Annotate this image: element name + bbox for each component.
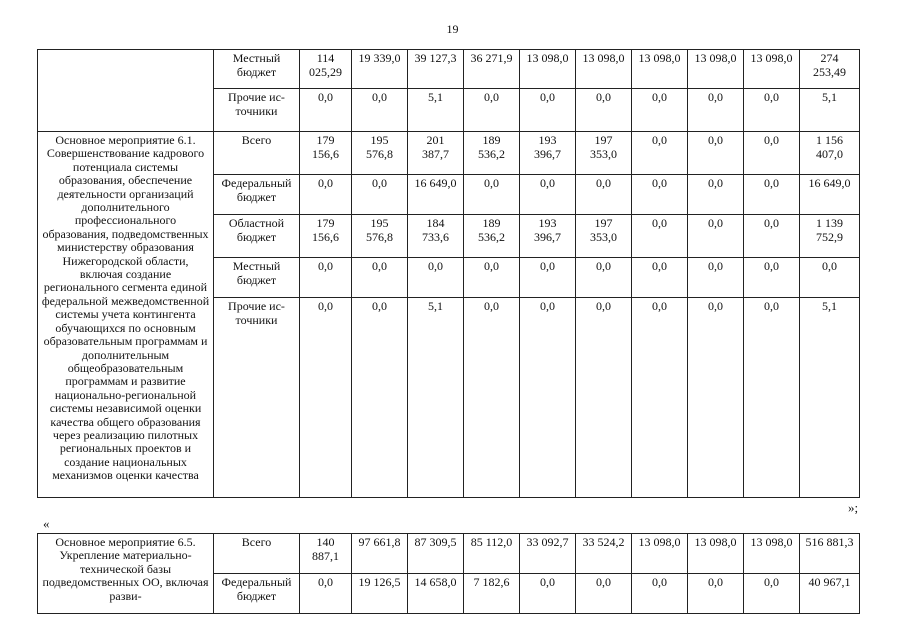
value-cell: 179 156,6	[300, 215, 352, 258]
value-cell: 0,0	[744, 298, 800, 498]
value-cell: 0,0	[576, 89, 632, 132]
value-cell: 0,0	[744, 574, 800, 614]
value-cell: 0,0	[576, 298, 632, 498]
opening-quote-mark: «	[43, 516, 50, 531]
value-cell: 0,0	[688, 298, 744, 498]
value-cell: 0,0	[744, 215, 800, 258]
table-row	[38, 132, 860, 175]
value-cell: 193 396,7	[520, 132, 576, 175]
value-cell: 5,1	[408, 298, 464, 498]
value-cell: 0,0	[520, 89, 576, 132]
value-cell: 0,0	[300, 298, 352, 498]
value-cell: 179 156,6	[300, 132, 352, 175]
funding-table-lower	[37, 533, 860, 614]
value-cell: 0,0	[408, 258, 464, 298]
value-cell: 0,0	[300, 175, 352, 215]
value-cell: 13 098,0	[744, 534, 800, 574]
value-cell: 0,0	[632, 258, 688, 298]
value-cell: 0,0	[744, 132, 800, 175]
value-cell: 0,0	[520, 258, 576, 298]
value-cell: 36 271,9	[464, 50, 520, 89]
value-cell: 0,0	[744, 258, 800, 298]
value-cell: 85 112,0	[464, 534, 520, 574]
value-cell: 189 536,2	[464, 132, 520, 175]
source-cell: Местный бюджет	[214, 258, 300, 298]
value-cell: 0,0	[800, 258, 860, 298]
value-cell: 0,0	[688, 132, 744, 175]
value-cell: 40 967,1	[800, 574, 860, 614]
value-cell: 0,0	[464, 258, 520, 298]
source-cell: Всего	[214, 132, 300, 175]
source-cell: Всего	[214, 534, 300, 574]
value-cell: 13 098,0	[576, 50, 632, 89]
value-cell: 0,0	[464, 298, 520, 498]
value-cell: 193 396,7	[520, 215, 576, 258]
value-cell: 19 126,5	[352, 574, 408, 614]
value-cell: 5,1	[800, 89, 860, 132]
value-cell: 0,0	[688, 574, 744, 614]
value-cell: 0,0	[632, 215, 688, 258]
value-cell: 197 353,0	[576, 132, 632, 175]
value-cell: 0,0	[744, 89, 800, 132]
value-cell: 195 576,8	[352, 215, 408, 258]
measure-description-cell-previous	[38, 50, 214, 132]
measure-description: Основное мероприятие 6.1. Совершенствование кадрового потенциала системы образования, обеспечение деятельности организаций дополнительного профессионального образования, подведомственных министерству образования Нижегородской области, включая создание регионального сегмента единой федеральной межведомственной системы учета контингента обучающихся по основным образовательным программам и дополнительным общеобразовательным программам и развитие национально-региональной системы независимой оценки качества общего образования через реализацию пилотных региональных проектов и создание национальных механизмов оценки качества	[38, 132, 214, 498]
value-cell: 189 536,2	[464, 215, 520, 258]
source-cell: Прочие ис- точники	[214, 89, 300, 132]
measure-description: Основное мероприятие 6.5. Укрепление материально-технической базы подведомственных ОО, включая разви-	[38, 534, 214, 614]
value-cell: 0,0	[632, 175, 688, 215]
value-cell: 0,0	[352, 298, 408, 498]
value-cell: 13 098,0	[688, 534, 744, 574]
value-cell: 13 098,0	[520, 50, 576, 89]
value-cell: 201 387,7	[408, 132, 464, 175]
value-cell: 19 339,0	[352, 50, 408, 89]
value-cell: 33 092,7	[520, 534, 576, 574]
value-cell: 0,0	[464, 175, 520, 215]
value-cell: 1 139 752,9	[800, 215, 860, 258]
value-cell: 0,0	[632, 132, 688, 175]
table-row	[38, 534, 860, 574]
value-cell: 33 524,2	[576, 534, 632, 574]
source-cell: Областной бюджет	[214, 215, 300, 258]
value-cell: 0,0	[576, 258, 632, 298]
value-cell: 0,0	[688, 89, 744, 132]
value-cell: 0,0	[300, 89, 352, 132]
value-cell: 195 576,8	[352, 132, 408, 175]
value-cell: 0,0	[300, 258, 352, 298]
table-row	[38, 50, 860, 89]
value-cell: 0,0	[632, 298, 688, 498]
value-cell: 0,0	[632, 574, 688, 614]
value-cell: 184 733,6	[408, 215, 464, 258]
value-cell: 516 881,3	[800, 534, 860, 574]
value-cell: 114 025,29	[300, 50, 352, 89]
value-cell: 0,0	[352, 258, 408, 298]
value-cell: 13 098,0	[744, 50, 800, 89]
value-cell: 13 098,0	[632, 534, 688, 574]
value-cell: 0,0	[352, 89, 408, 132]
value-cell: 0,0	[688, 175, 744, 215]
closing-quote-mark: »;	[848, 500, 859, 515]
value-cell: 0,0	[576, 175, 632, 215]
value-cell: 0,0	[576, 574, 632, 614]
value-cell: 14 658,0	[408, 574, 464, 614]
source-cell: Федеральный бюджет	[214, 574, 300, 614]
value-cell: 0,0	[688, 258, 744, 298]
value-cell: 274 253,49	[800, 50, 860, 89]
page-number: 19	[446, 22, 459, 36]
funding-table-upper	[37, 49, 860, 498]
value-cell: 16 649,0	[800, 175, 860, 215]
value-cell: 0,0	[352, 175, 408, 215]
value-cell: 0,0	[632, 89, 688, 132]
value-cell: 197 353,0	[576, 215, 632, 258]
value-cell: 0,0	[464, 89, 520, 132]
value-cell: 5,1	[800, 298, 860, 498]
value-cell: 0,0	[520, 298, 576, 498]
value-cell: 0,0	[520, 175, 576, 215]
value-cell: 0,0	[520, 574, 576, 614]
value-cell: 1 156 407,0	[800, 132, 860, 175]
value-cell: 7 182,6	[464, 574, 520, 614]
value-cell: 0,0	[688, 215, 744, 258]
source-cell: Прочие ис- точники	[214, 298, 300, 498]
value-cell: 97 661,8	[352, 534, 408, 574]
value-cell: 140 887,1	[300, 534, 352, 574]
value-cell: 13 098,0	[632, 50, 688, 89]
value-cell: 0,0	[300, 574, 352, 614]
value-cell: 13 098,0	[688, 50, 744, 89]
value-cell: 16 649,0	[408, 175, 464, 215]
value-cell: 0,0	[744, 175, 800, 215]
source-cell: Местный бюджет	[214, 50, 300, 89]
source-cell: Федеральный бюджет	[214, 175, 300, 215]
value-cell: 87 309,5	[408, 534, 464, 574]
value-cell: 5,1	[408, 89, 464, 132]
value-cell: 39 127,3	[408, 50, 464, 89]
